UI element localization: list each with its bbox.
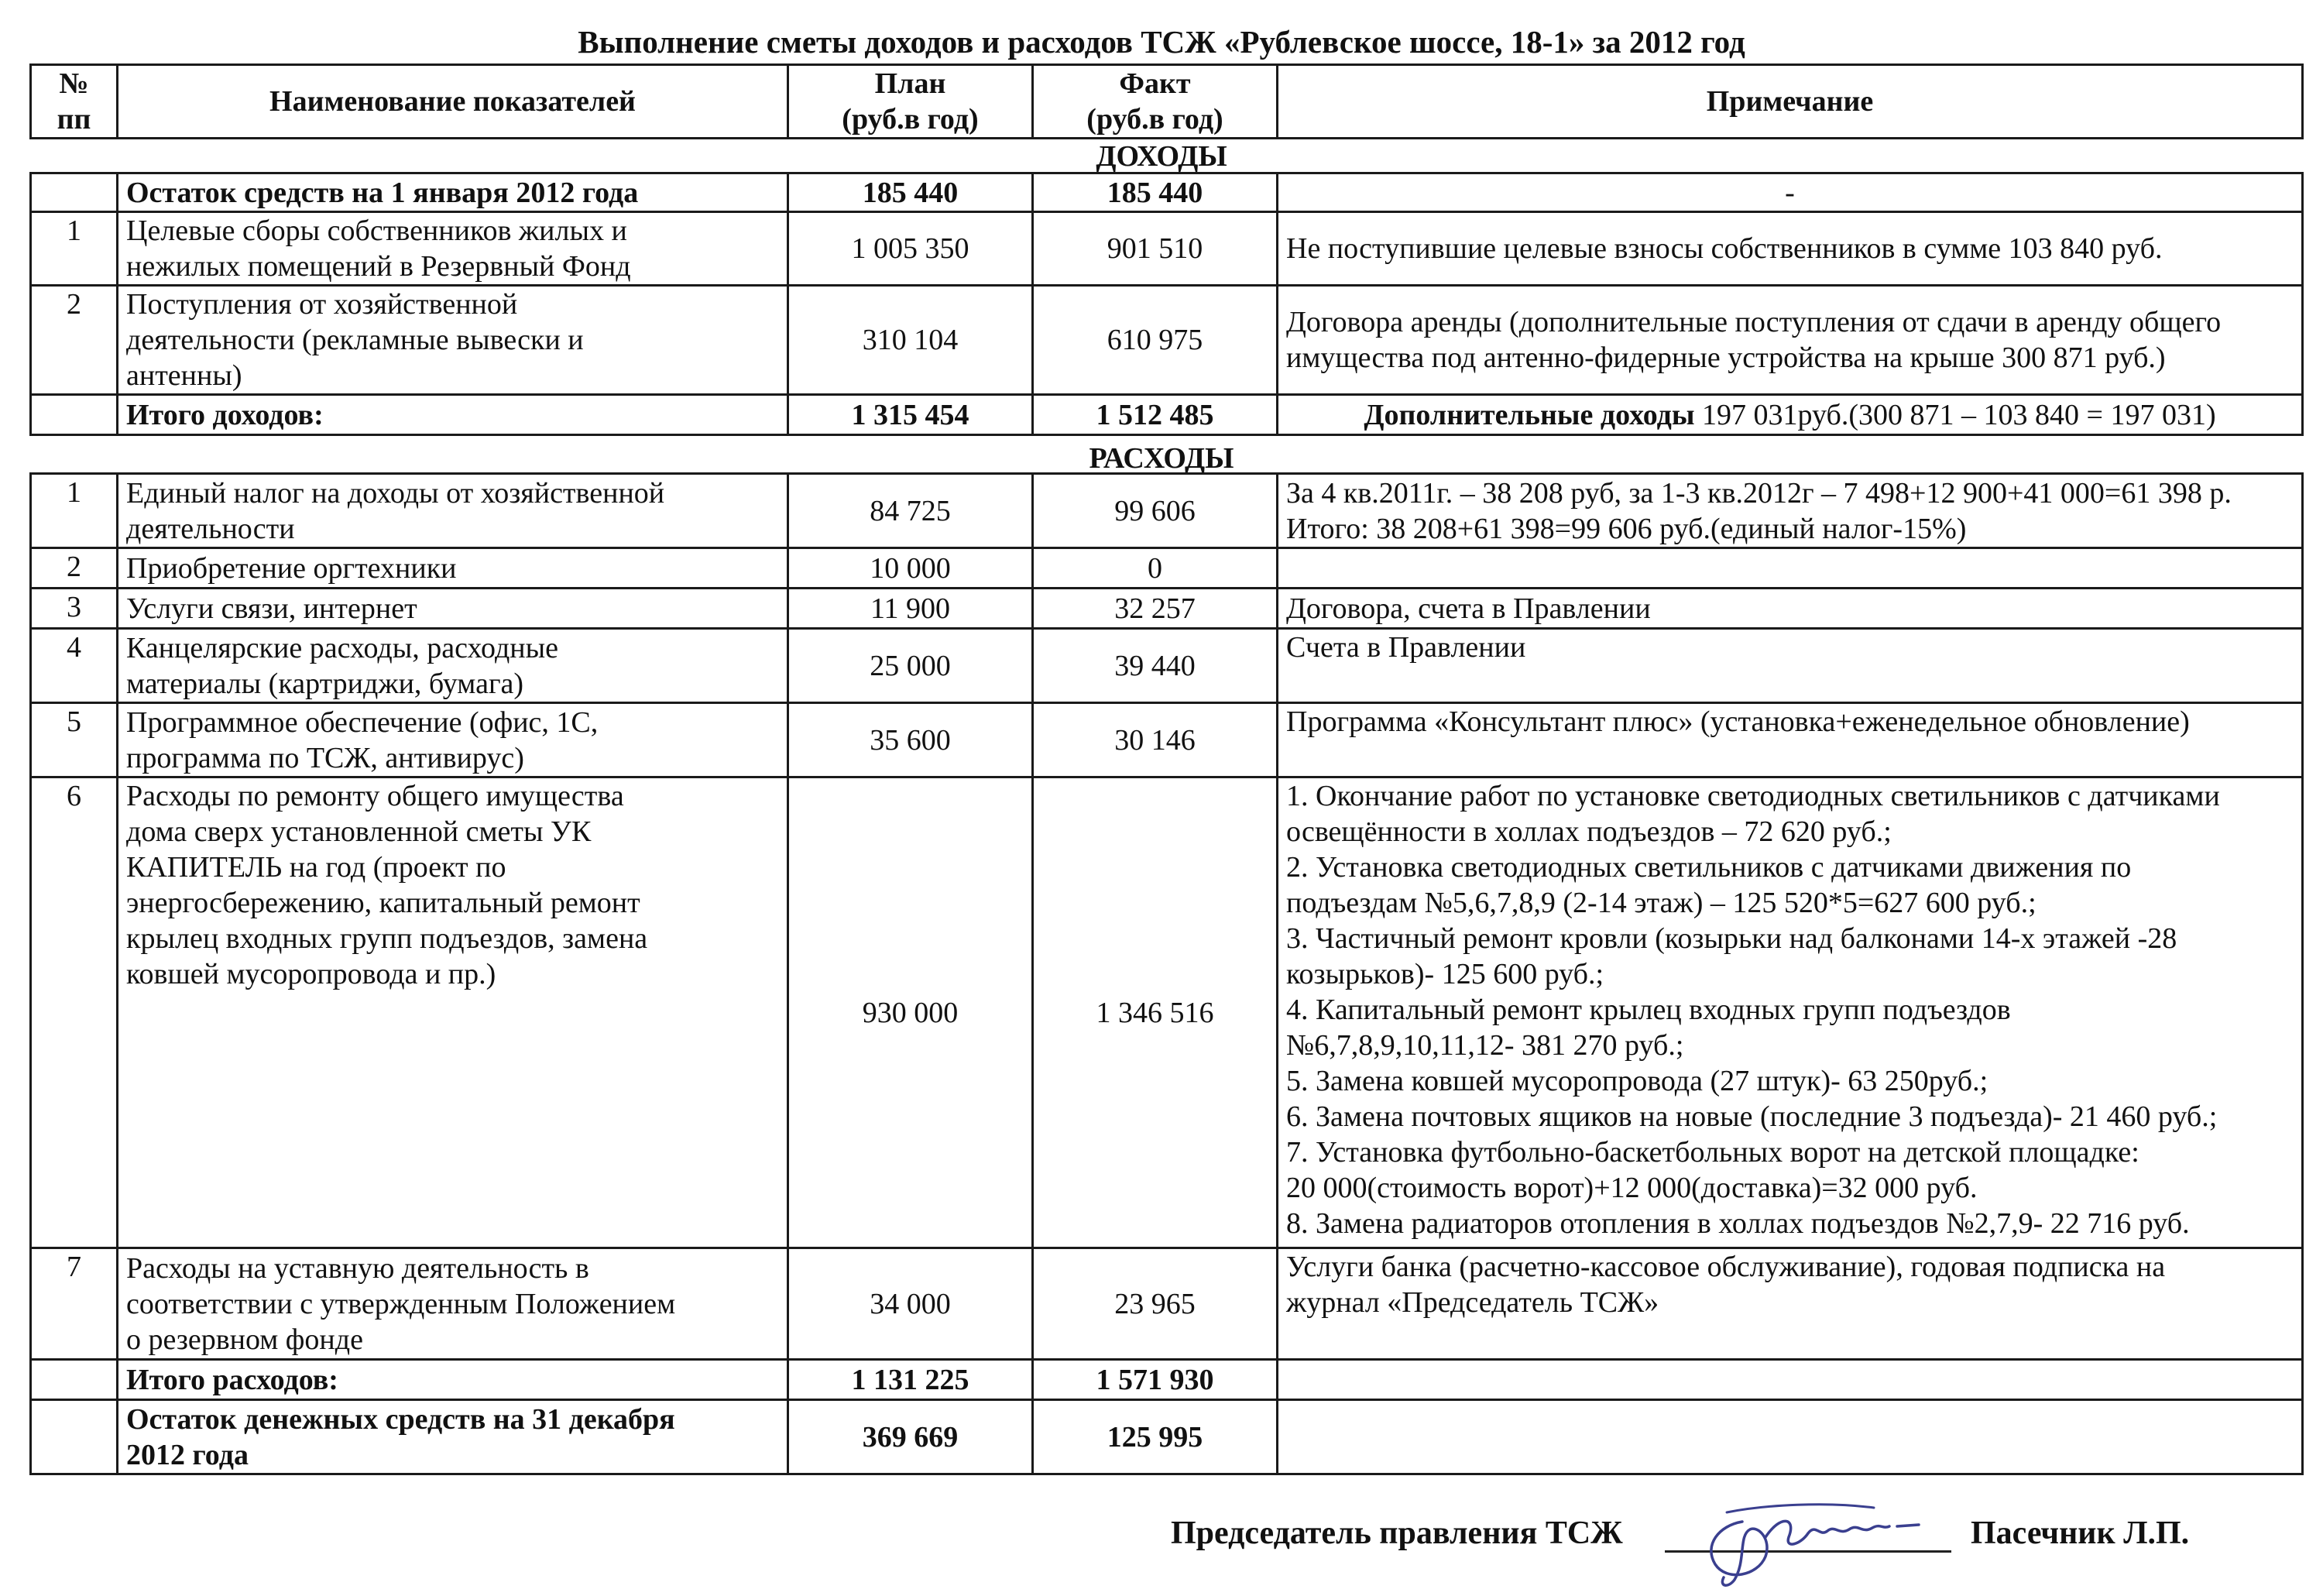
header-plan	[788, 65, 1033, 139]
expense-row-fact: 32 257	[1033, 589, 1278, 629]
expenses-table	[29, 472, 2304, 1475]
expenses-total-fact: 1 571 930	[1033, 1360, 1278, 1400]
expense-row-name	[118, 777, 788, 1248]
expense-row-note-line: козырьков)- 125 600 руб.;	[1286, 958, 1604, 990]
expenses-total-note	[1278, 1360, 2303, 1400]
expense-row-note-line: освещённости в холлах подъездов – 72 620 руб.;	[1286, 815, 1892, 848]
expense-row-note-line: Итого: 38 208+61 398=99 606 руб.(единый налог-15%)	[1286, 512, 1967, 545]
income-row-plan: 1 005 350	[788, 212, 1033, 286]
income-row-name-line: нежилых помещений в Резервный Фонд	[126, 250, 631, 283]
income-opening-plan: 185 440	[788, 173, 1033, 212]
closing-balance-name	[118, 1400, 788, 1474]
expense-row-num: 5	[31, 703, 118, 777]
expense-row-num: 1	[31, 474, 118, 548]
header-fact-line1: Факт	[1119, 67, 1191, 100]
expense-row-note-line: 2. Установка светодиодных светильников с датчиками движения по	[1286, 851, 2132, 884]
expense-row-note-line: За 4 кв.2011г. – 38 208 руб, за 1-3 кв.2012г – 7 498+12 900+41 000=61 398 р.	[1286, 476, 2232, 510]
expense-row-note: Счета в Правлении	[1278, 629, 2303, 703]
header-fact-line2: (руб.в год)	[1086, 103, 1223, 136]
income-total-plan: 1 315 454	[788, 395, 1033, 435]
header-fact	[1033, 65, 1278, 139]
closing-balance-num	[31, 1400, 118, 1474]
expense-row-note	[1278, 474, 2303, 548]
income-row-note: Не поступившие целевые взносы собственников в сумме 103 840 руб.	[1278, 212, 2303, 286]
income-opening-row	[31, 173, 2303, 212]
income-total-fact: 1 512 485	[1033, 395, 1278, 435]
expense-row-name-line: деятельности	[126, 512, 295, 545]
income-row-name	[118, 212, 788, 286]
expense-row-plan: 10 000	[788, 548, 1033, 589]
expenses-total-num	[31, 1360, 118, 1400]
income-row-name	[118, 286, 788, 395]
expense-row-name	[118, 629, 788, 703]
expense-row-num: 6	[31, 777, 118, 1248]
income-row	[31, 286, 2303, 395]
expense-row-note-line: 3. Частичный ремонт кровли (козырьки над балконами 14-х этажей -28	[1286, 922, 2177, 955]
expense-row-name	[118, 1248, 788, 1360]
income-total-num	[31, 395, 118, 435]
expense-row-note-line: журнал «Председатель ТСЖ»	[1286, 1286, 1659, 1319]
expense-row-fact: 0	[1033, 548, 1278, 589]
expenses-total-plan: 1 131 225	[788, 1360, 1033, 1400]
income-total-row	[31, 395, 2303, 435]
expense-row-name: Приобретение оргтехники	[118, 548, 788, 589]
expense-row-name-line: Расходы по ремонту общего имущества	[126, 780, 624, 812]
expense-row-fact: 23 965	[1033, 1248, 1278, 1360]
expense-row-plan: 25 000	[788, 629, 1033, 703]
expense-row-plan: 84 725	[788, 474, 1033, 548]
expense-row	[31, 703, 2303, 777]
income-total-note	[1278, 395, 2303, 435]
expense-row-name-line: Программное обеспечение (офис, 1С,	[126, 705, 599, 739]
expense-row	[31, 474, 2303, 548]
expense-row-note	[1278, 548, 2303, 589]
expense-row	[31, 589, 2303, 629]
expense-row-note-line: 8. Замена радиаторов отопления в холлах подъездов №2,7,9- 22 716 руб.	[1286, 1207, 2190, 1240]
expenses-total-row	[31, 1360, 2303, 1400]
expense-row-plan: 34 000	[788, 1248, 1033, 1360]
closing-balance-name-line: Остаток денежных средств на 31 декабря	[126, 1402, 675, 1436]
expense-row	[31, 777, 2303, 1248]
expense-row-name-line: дома сверх установленной сметы УК	[126, 815, 592, 848]
header-num-line1: №	[59, 67, 89, 100]
header-plan-line1: План	[874, 67, 946, 100]
income-total-note-rest: 197 031руб.(300 871 – 103 840 = 197 031)	[1694, 398, 2216, 431]
income-row-note-line: имущества под антенно-фидерные устройства на крыше 300 871 руб.)	[1286, 342, 2166, 374]
closing-balance-row	[31, 1400, 2303, 1474]
income-total-name: Итого доходов:	[118, 395, 788, 435]
signature-role: Председатель правления ТСЖ	[1171, 1515, 1623, 1551]
expense-row-fact: 39 440	[1033, 629, 1278, 703]
income-row-name-line: Целевые сборы собственников жилых и	[126, 215, 627, 247]
expense-row-name: Услуги связи, интернет	[118, 589, 788, 629]
signature-person: Пасечник Л.П.	[1971, 1515, 2190, 1551]
expense-row-num: 2	[31, 548, 118, 589]
expense-row-note	[1278, 777, 2303, 1248]
income-section-label: ДОХОДЫ	[1096, 140, 1227, 173]
header-table	[29, 63, 2304, 139]
income-total-note-bold: Дополнительные доходы	[1364, 398, 1695, 431]
closing-balance-fact: 125 995	[1033, 1400, 1278, 1474]
header-num	[31, 65, 118, 139]
expense-row-note-line: подъездам №5,6,7,8,9 (2-14 этаж) – 125 520*5=627 600 руб.;	[1286, 887, 2036, 919]
header-plan-line2: (руб.в год)	[842, 103, 979, 136]
expense-row-name-line: энергосбережению, капитальный ремонт	[126, 887, 640, 919]
expense-row-note-line: №6,7,8,9,10,11,12- 381 270 руб.;	[1286, 1029, 1684, 1062]
expense-row-plan: 35 600	[788, 703, 1033, 777]
header-num-line2: пп	[57, 103, 91, 136]
closing-balance-plan: 369 669	[788, 1400, 1033, 1474]
expense-row-name-line: о резервном фонде	[126, 1323, 363, 1356]
income-table	[29, 172, 2304, 436]
expense-row-name	[118, 703, 788, 777]
income-row-num: 1	[31, 212, 118, 286]
expense-row-note: Программа «Консультант плюс» (установка+еженедельное обновление)	[1278, 703, 2303, 777]
header-note: Примечание	[1278, 65, 2303, 139]
income-opening-name: Остаток средств на 1 января 2012 года	[118, 173, 788, 212]
header-name: Наименование показателей	[118, 65, 788, 139]
income-row-name-line: антенны)	[126, 359, 242, 392]
expense-row-name-line: ковшей мусоропровода и пр.)	[126, 958, 496, 990]
expense-row-fact: 1 346 516	[1033, 777, 1278, 1248]
income-opening-num	[31, 173, 118, 212]
closing-balance-name-line: 2012 года	[126, 1438, 249, 1471]
expense-row	[31, 1248, 2303, 1360]
expense-row-fact: 30 146	[1033, 703, 1278, 777]
expense-row-num: 3	[31, 589, 118, 629]
expense-row-num: 7	[31, 1248, 118, 1360]
income-opening-note: -	[1278, 173, 2303, 212]
expense-row-plan: 11 900	[788, 589, 1033, 629]
expenses-section-label: РАСХОДЫ	[1089, 442, 1234, 475]
income-row-name-line: деятельности (рекламные вывески и	[126, 324, 584, 356]
expense-row-name-line: материалы (картриджи, бумага)	[126, 667, 524, 700]
handwritten-signature	[1673, 1491, 1936, 1591]
expense-row-plan: 930 000	[788, 777, 1033, 1248]
income-row-note-line: Договора аренды (дополнительные поступления от сдачи в аренду общего	[1286, 306, 2222, 338]
income-row-name-line: Поступления от хозяйственной	[126, 288, 518, 321]
expense-row-note	[1278, 1248, 2303, 1360]
expense-row-note: Договора, счета в Правлении	[1278, 589, 2303, 629]
expense-row-note-line: 1. Окончание работ по установке светодиодных светильников с датчиками	[1286, 780, 2220, 812]
income-row-fact: 610 975	[1033, 286, 1278, 395]
expense-row-name-line: Канцелярские расходы, расходные	[126, 631, 559, 664]
expense-row-note-line: 20 000(стоимость ворот)+12 000(доставка)=32 000 руб.	[1286, 1172, 1978, 1204]
income-row-plan: 310 104	[788, 286, 1033, 395]
expense-row	[31, 629, 2303, 703]
expense-row-num: 4	[31, 629, 118, 703]
expense-row-name-line: Единый налог на доходы от хозяйственной	[126, 476, 665, 510]
expense-row-note-line: 4. Капитальный ремонт крылец входных групп подъездов	[1286, 994, 2011, 1026]
expense-row-name-line: Расходы на уставную деятельность в	[126, 1251, 589, 1285]
expense-row-name-line: соответствии с утвержденным Положением	[126, 1287, 676, 1320]
expense-row-note-line: 7. Установка футбольно-баскетбольных ворот на детской площадке:	[1286, 1136, 2139, 1169]
income-opening-fact: 185 440	[1033, 173, 1278, 212]
expense-row-note-line: 5. Замена ковшей мусоропровода (27 штук)- 63 250руб.;	[1286, 1065, 1988, 1097]
income-row-note	[1278, 286, 2303, 395]
expense-row-note-line: 6. Замена почтовых ящиков на новые (последние 3 подъезда)- 21 460 руб.;	[1286, 1100, 2218, 1133]
income-row-fact: 901 510	[1033, 212, 1278, 286]
document-title: Выполнение сметы доходов и расходов ТСЖ «Рублевское шоссе, 18-1» за 2012 год	[578, 24, 1745, 60]
income-row-num: 2	[31, 286, 118, 395]
expenses-total-name: Итого расходов:	[118, 1360, 788, 1400]
closing-balance-note	[1278, 1400, 2303, 1474]
expense-row-note-line: Услуги банка (расчетно-кассовое обслуживание), годовая подписка на	[1286, 1251, 2166, 1283]
income-row	[31, 212, 2303, 286]
expense-row-name-line: программа по ТСЖ, антивирус)	[126, 741, 524, 774]
expense-row-name-line: КАПИТЕЛЬ на год (проект по	[126, 851, 506, 884]
expense-row-name	[118, 474, 788, 548]
expense-row-fact: 99 606	[1033, 474, 1278, 548]
expense-row	[31, 548, 2303, 589]
expense-row-name-line: крылец входных групп подъездов, замена	[126, 922, 648, 955]
